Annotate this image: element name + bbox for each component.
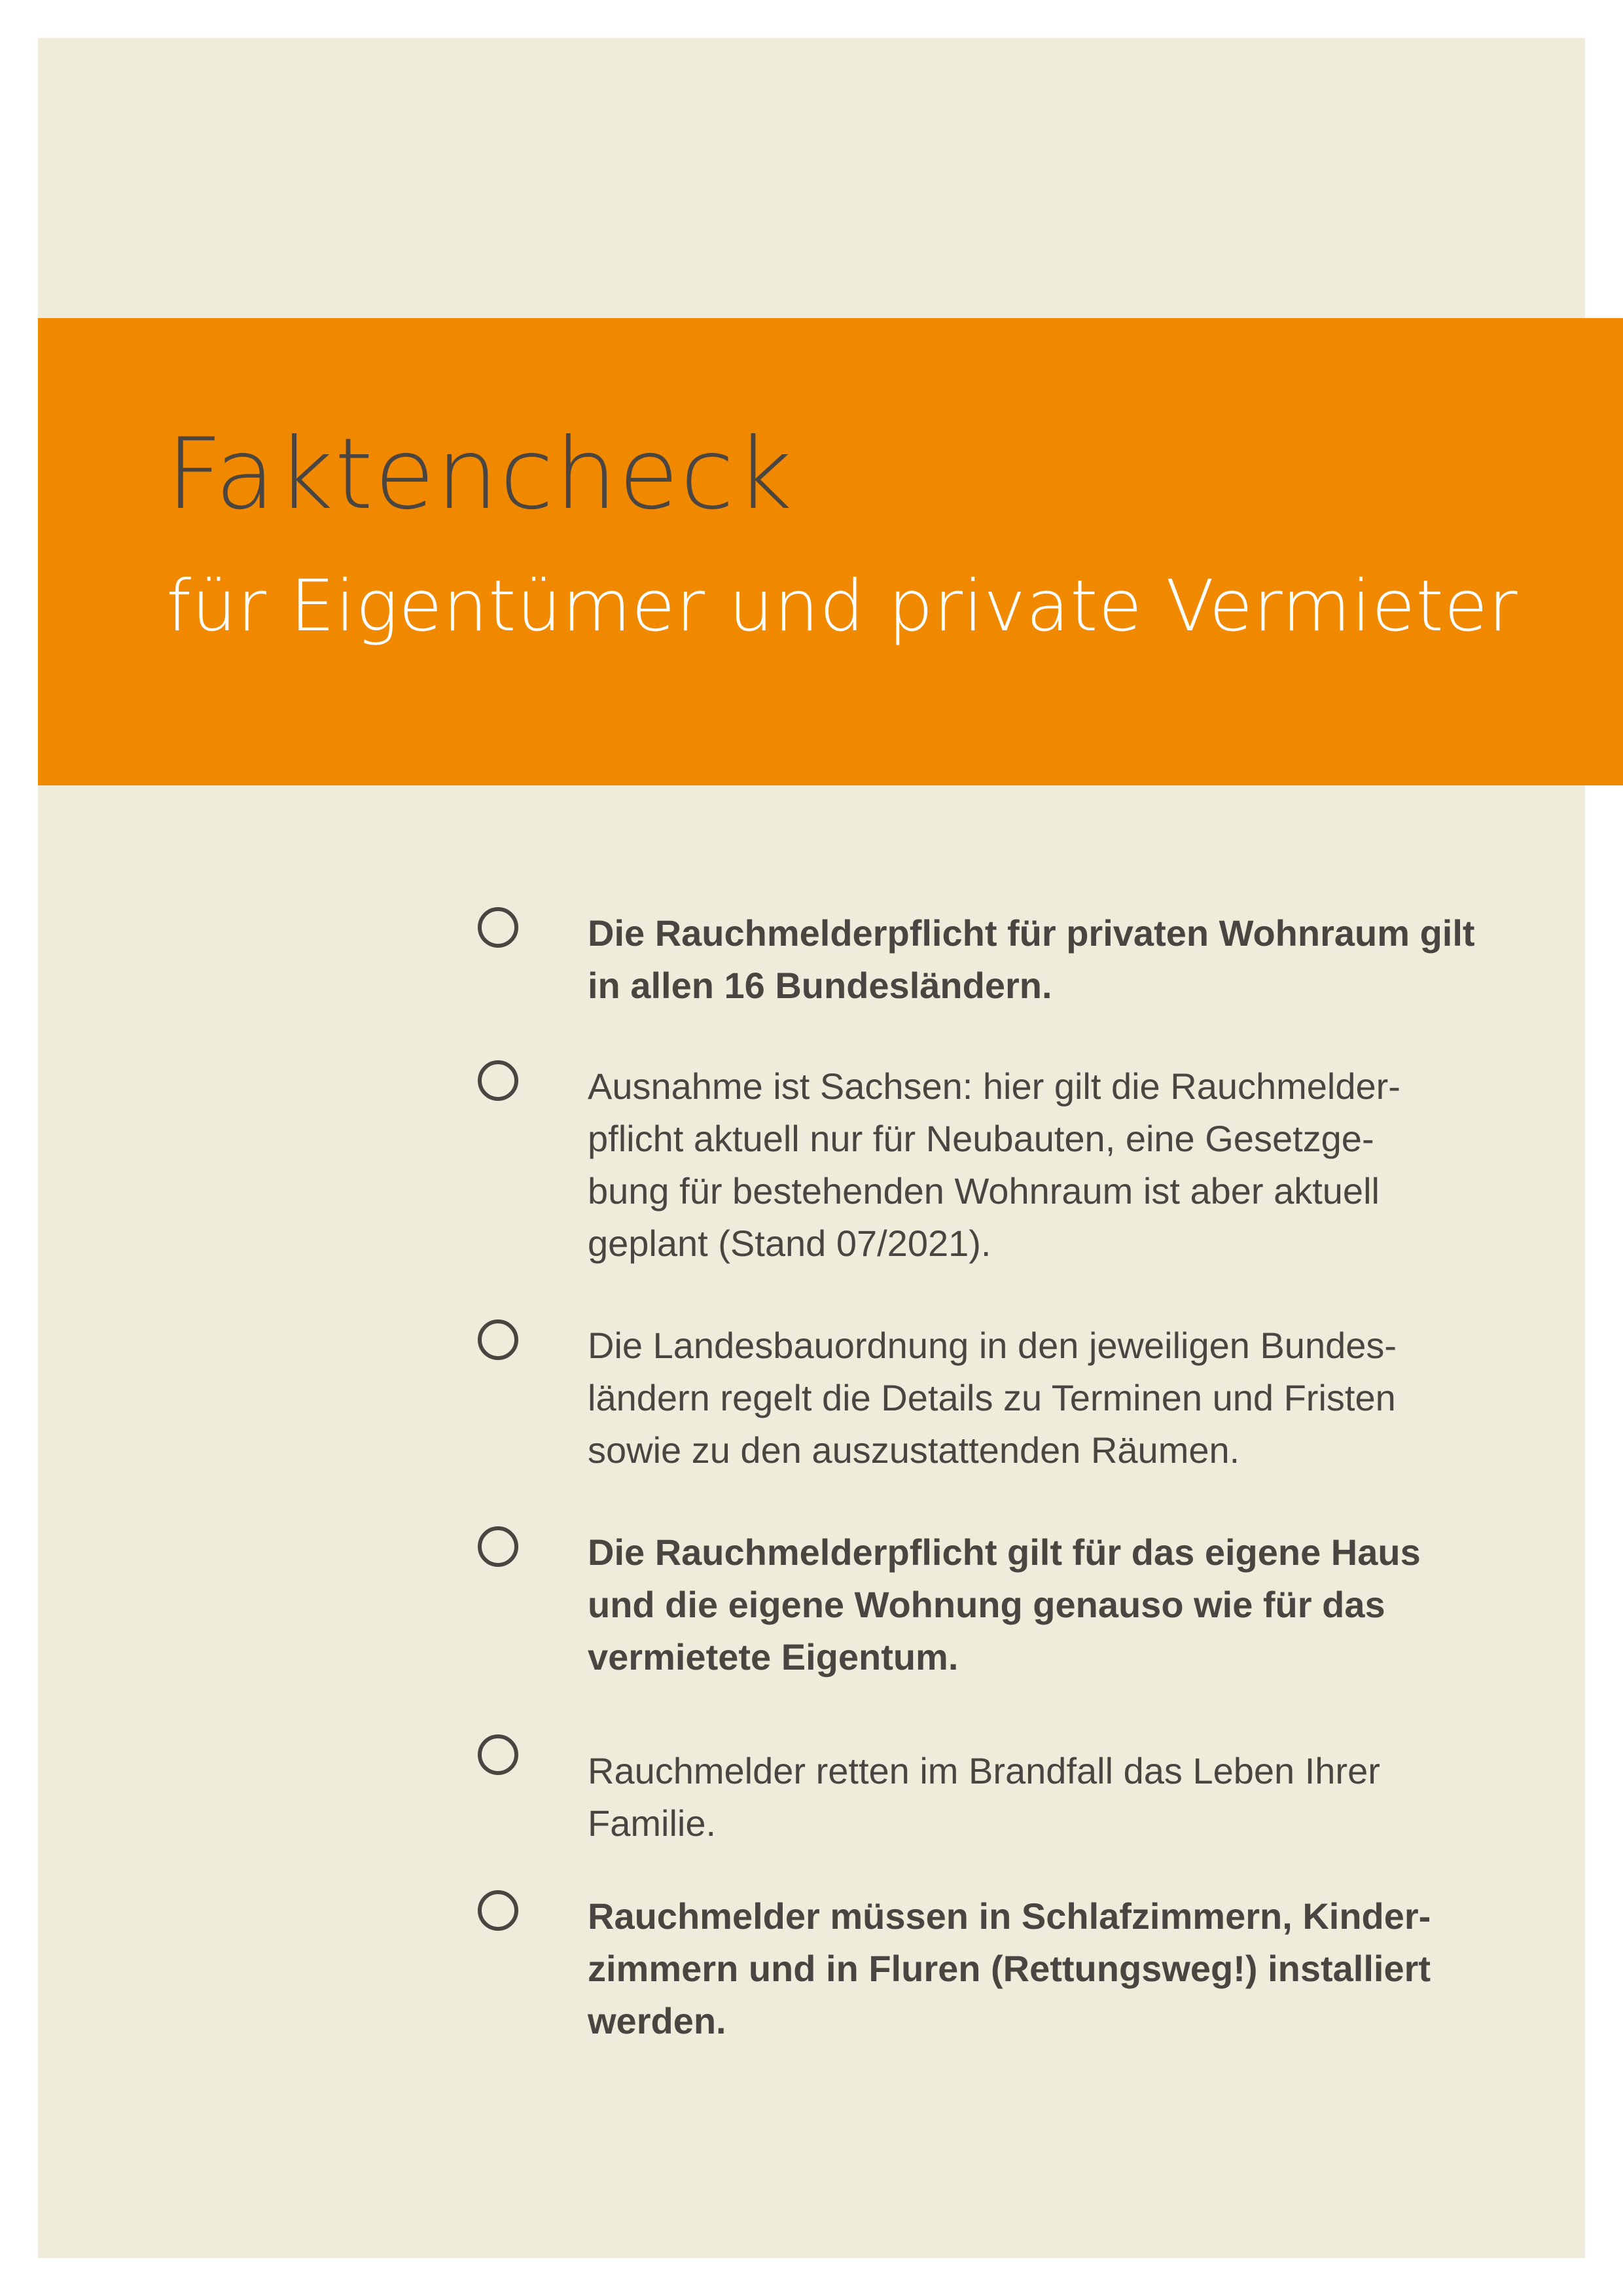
checkbox-circle-icon[interactable]	[478, 1060, 518, 1101]
checklist-item-text: Rauchmelder retten im Brandfall das Leben Ihrer Familie.	[588, 1750, 1380, 1844]
checkbox-circle-icon[interactable]	[478, 1526, 518, 1567]
checklist-item-text: Ausnahme ist Sachsen: hier gilt die Rauchmelder- pflicht aktuell nur für Neubauten, eine Gesetzge- bung für bestehenden Wohnraum ist aber aktuell geplant (Stand 07/2021).	[588, 1066, 1400, 1264]
page-subtitle: für Eigentümer und private Vermieter	[166, 565, 1518, 647]
page-title: Faktencheck	[166, 418, 794, 531]
checkbox-circle-icon[interactable]	[478, 1890, 518, 1931]
checklist-item-text: Die Rauchmelderpflicht für privaten Wohnraum gilt in allen 16 Bundesländern.	[588, 912, 1475, 1006]
checklist-item-text: Rauchmelder müssen in Schlafzimmern, Kinder- zimmern und in Fluren (Rettungsweg!) installiert werden.	[588, 1895, 1431, 2041]
checklist-item-text: Die Landesbauordnung in den jeweiligen Bundes- ländern regelt die Details zu Terminen und Fristen sowie zu den auszustattenden Räumen.	[588, 1325, 1397, 1471]
checkbox-circle-icon[interactable]	[478, 907, 518, 948]
checkbox-circle-icon[interactable]	[478, 1734, 518, 1775]
checklist-item-text: Die Rauchmelderpflicht gilt für das eigene Haus und die eigene Wohnung genauso wie für das vermietete Eigentum.	[588, 1532, 1421, 1677]
checkbox-circle-icon[interactable]	[478, 1319, 518, 1360]
